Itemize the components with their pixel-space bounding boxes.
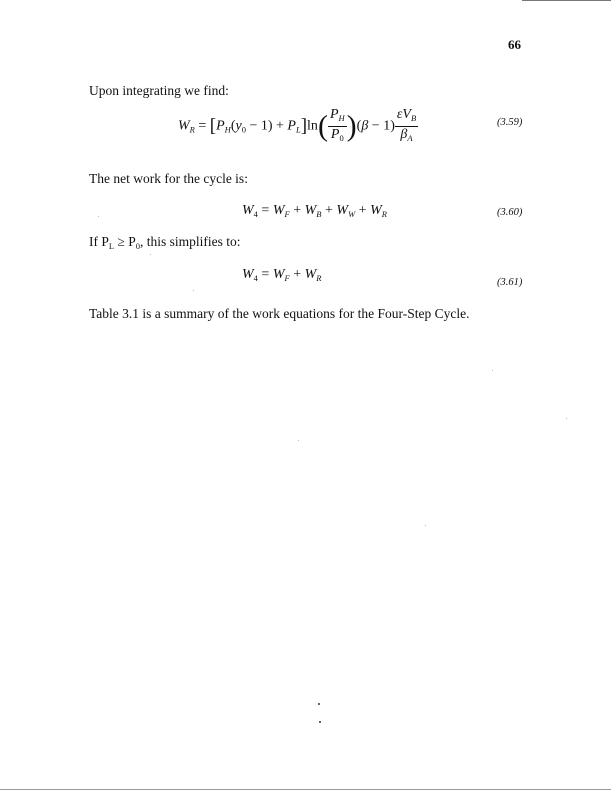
equation-number-3-61: (3.61)	[497, 277, 523, 288]
scan-speck	[193, 290, 194, 291]
equation-number-3-60: (3.60)	[497, 207, 523, 218]
equation-3-61: $W_4 = W_F + W_R$	[242, 267, 322, 283]
top-rule	[522, 0, 611, 1]
scan-speck	[150, 254, 151, 255]
scan-dot	[319, 721, 321, 723]
page-number: 66	[508, 37, 521, 52]
scan-speck	[566, 418, 567, 419]
scan-speck	[298, 440, 299, 441]
scan-speck	[492, 370, 493, 371]
scan-dot	[318, 703, 320, 705]
scan-speck	[98, 216, 99, 217]
equation-3-60: $W_4 = W_F + W_B + W_W + W_R$	[242, 203, 387, 219]
paragraph-simplifies: If $P_L \ge P_0$, this simplifies to:	[89, 234, 241, 251]
paragraph-table-summary: Table 3.1 is a summary of the work equations for the Four-Step Cycle.	[89, 306, 470, 321]
equation-number-3-59: (3.59)	[497, 117, 523, 128]
equation-3-59: $W_R = [P_H(y_0 - 1) + P_L]\ln$( $\frac{P_H}{P_0}$ )(β − 1) $\frac{\varepsilon V_B}{\beta_A}$	[178, 107, 417, 143]
scan-speck	[425, 525, 426, 526]
paragraph-net-work: The net work for the cycle is:	[89, 171, 248, 186]
paragraph-upon-integrating: Upon integrating we find:	[89, 83, 229, 98]
